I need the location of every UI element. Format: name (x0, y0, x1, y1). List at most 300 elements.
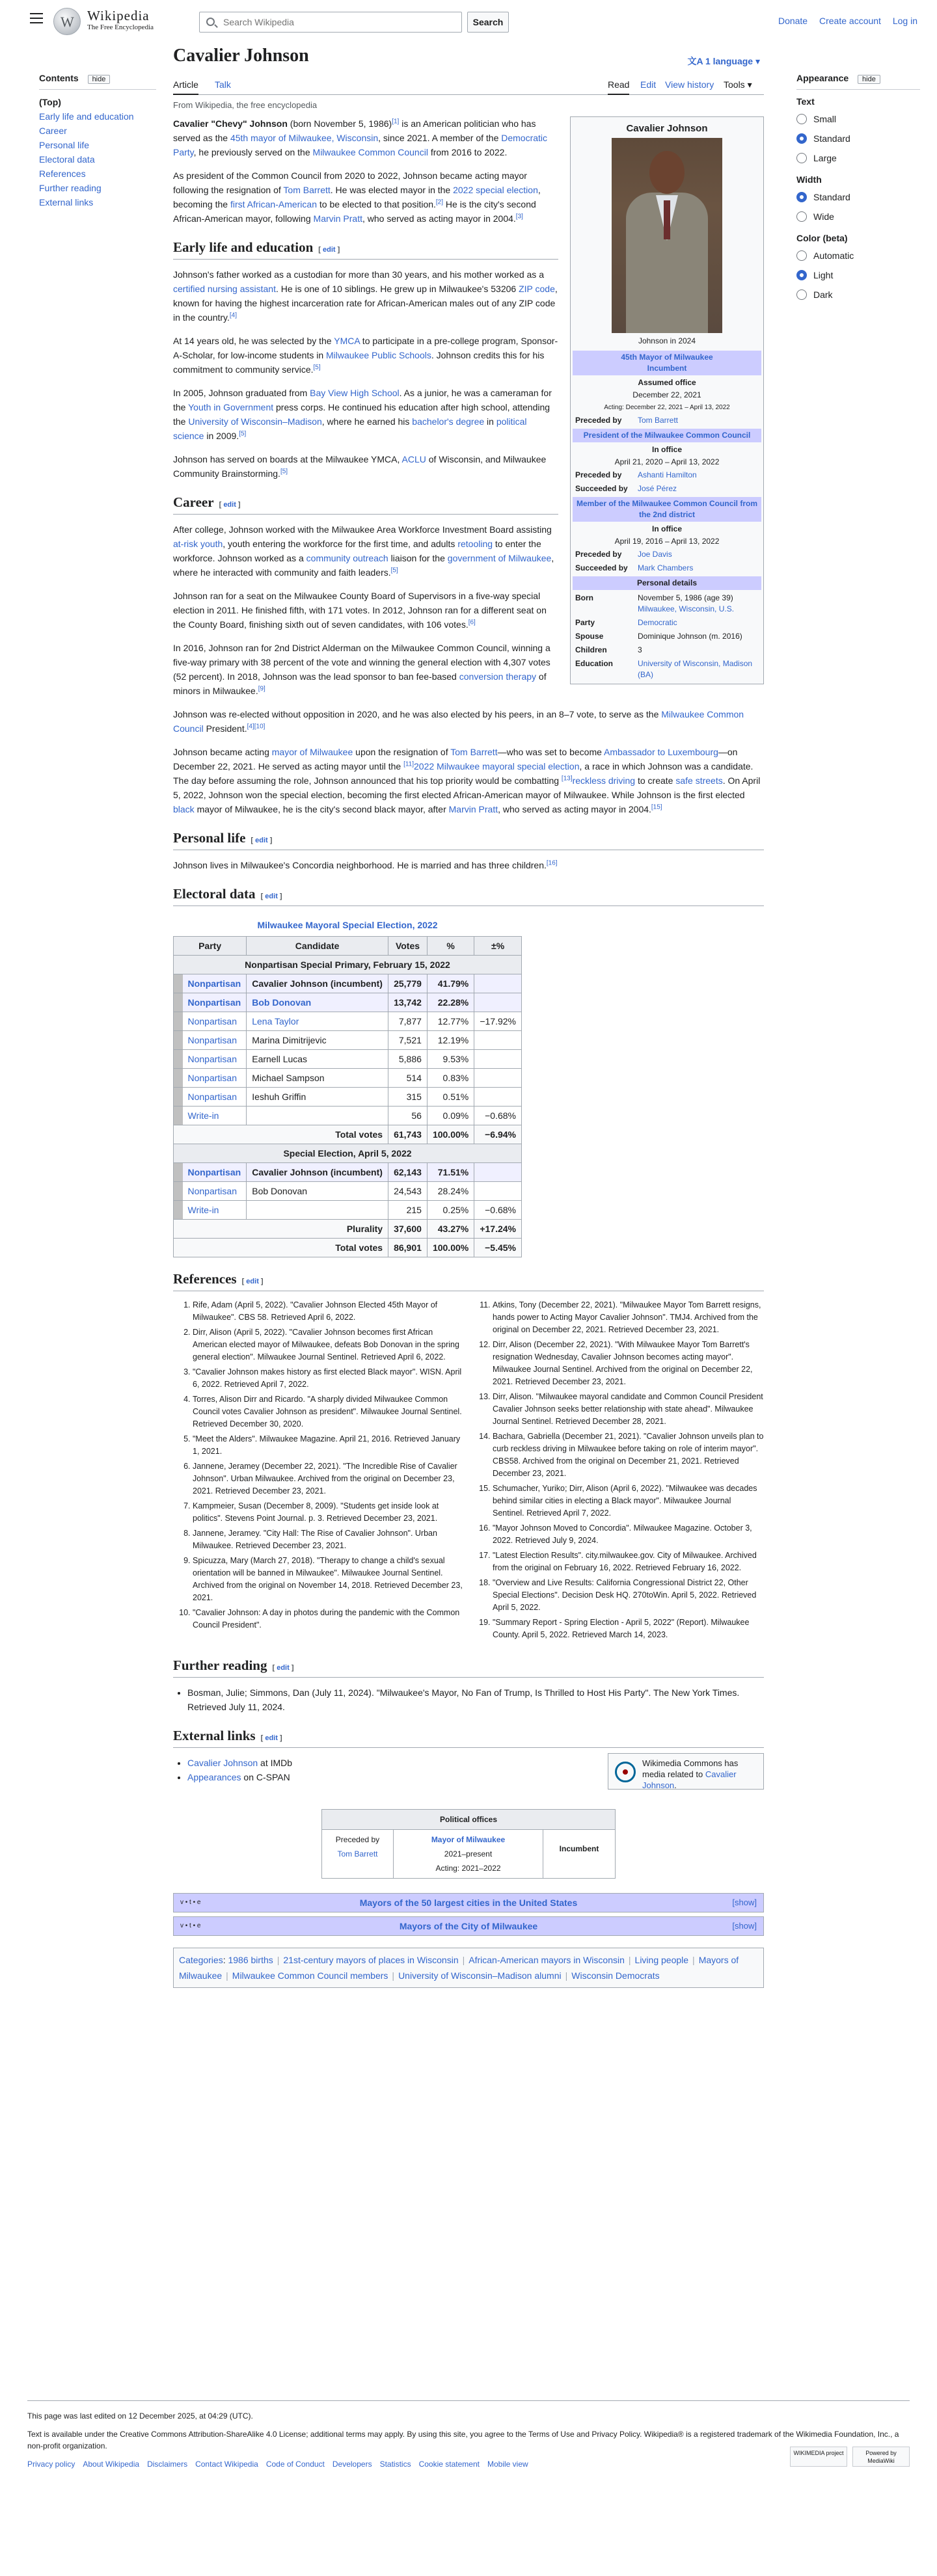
footer-link[interactable]: Mobile view (487, 2460, 528, 2469)
heading-text: Career (173, 494, 214, 510)
text: , he previously served on the (193, 147, 313, 157)
footer-links (27, 2458, 910, 2470)
party-link[interactable]: Democratic (638, 618, 677, 627)
in-office-label: In office (651, 445, 682, 454)
toc-item-top[interactable]: (Top) (39, 97, 61, 107)
link-common-council[interactable]: Milwaukee Common Council (173, 709, 744, 734)
footer-link[interactable]: Cookie statement (418, 2460, 480, 2469)
election-table-body (174, 956, 522, 1257)
percent-cell: 0.25% (427, 1201, 474, 1220)
search-box (199, 12, 462, 33)
office1-status[interactable]: Incumbent (647, 364, 687, 373)
text: upon the resignation of (353, 747, 451, 757)
citation[interactable]: [5] (239, 430, 247, 438)
footer-link[interactable]: Privacy policy (27, 2460, 75, 2469)
text: in 2009. (204, 431, 239, 441)
navbox-show-button[interactable]: [show] (732, 1898, 757, 1907)
vte-links[interactable]: v • t • e (180, 1899, 201, 1906)
create-account-link[interactable]: Create account (819, 16, 881, 26)
mediawiki-badge[interactable]: Powered by MediaWiki (852, 2447, 910, 2467)
text-size-standard-radio[interactable] (796, 129, 920, 148)
percent-cell: 9.53% (427, 1050, 474, 1069)
toc-heading (39, 73, 156, 84)
reference-item: 4. Torres, Alison Dirr and Ricardo. "A sharply divided Milwaukee Common Council votes Cavalier Johnson as president". Milwaukee Journal Sentinel. Retrieved December 30, 2020. (193, 1393, 464, 1430)
text-size-small-radio[interactable] (796, 109, 920, 129)
citation[interactable]: [2] (435, 198, 444, 206)
radio-selected-icon (796, 133, 807, 144)
col-votes: Votes (388, 937, 428, 956)
link-government-of-milwaukee[interactable]: government of Milwaukee (447, 553, 552, 563)
assumed-label: Assumed office (638, 378, 696, 387)
text: —on December 22, 2021. He served as acting mayor until the (173, 747, 738, 771)
category-separator: | (226, 1970, 228, 1981)
party-link[interactable]: Nonpartisan (183, 1031, 247, 1050)
section-row (174, 956, 522, 974)
text: in (484, 416, 496, 427)
heading-text: References (173, 1271, 237, 1287)
toc-divider (39, 89, 156, 90)
infobox-name: Cavalier Johnson (626, 123, 708, 134)
edit-section-link[interactable]: edit (255, 837, 268, 844)
text: liaison for the (388, 553, 448, 563)
plurality-row (174, 1220, 522, 1239)
text: of Wisconsin, and Milwaukee Community Brainstorming. (173, 454, 547, 479)
citation[interactable]: [5] (313, 364, 321, 371)
early-life-section (173, 267, 558, 481)
votes-cell: 5,886 (388, 1050, 428, 1069)
personal-paragraph (173, 858, 764, 872)
radio-selected-icon (796, 192, 807, 202)
category-separator: | (392, 1970, 395, 1981)
heading-early-life: Early life and education [ edit ] (173, 240, 558, 260)
reference-item: 18. "Overview and Live Results: California Congressional District 22, Other Special Elections". Decision Desk HQ. 270toWin. April 5, 2022. Retrieved April 5, 2022. (493, 1577, 764, 1614)
row-label: Children (575, 645, 607, 654)
page-title: Cavalier Johnson (173, 46, 309, 66)
row-label: Party (575, 618, 595, 627)
category-separator: | (628, 1955, 631, 1965)
link-special-election[interactable]: 2022 special election (453, 185, 538, 195)
candidate-cell[interactable]: Lena Taylor (247, 1012, 388, 1031)
text: to be elected to that position. (317, 199, 436, 209)
infobox-office2 (573, 429, 761, 442)
text: , youth entering the workforce for the first time, and adults (223, 539, 458, 549)
color-light-radio[interactable] (796, 265, 920, 285)
radio-icon (796, 153, 807, 163)
tab-edit[interactable]: Edit (640, 79, 657, 90)
radio-label: Standard (813, 192, 850, 202)
party-color-bar (174, 974, 183, 993)
heading-electoral-data: Electoral data [ edit ] (173, 887, 764, 906)
category-link[interactable]: University of Wisconsin–Madison alumni (398, 1970, 562, 1981)
party-color-bar (174, 993, 183, 1012)
photo-head (649, 151, 685, 194)
toc-item-references[interactable]: References (39, 168, 86, 179)
text: Johnson has served on boards at the Milwaukee YMCA, (173, 454, 402, 464)
link-retooling[interactable]: retooling (457, 539, 493, 549)
reference-item: 5. "Meet the Alders". Milwaukee Magazine. April 21, 2016. Retrieved January 1, 2021. (193, 1433, 464, 1458)
tab-talk[interactable]: Talk (215, 79, 231, 90)
preceded3-link[interactable]: Joe Davis (638, 550, 672, 559)
toc-item-external-links[interactable]: External links (39, 197, 94, 208)
votes-cell: 13,742 (388, 993, 428, 1012)
radio-label: Large (813, 153, 837, 163)
lead-section (173, 116, 558, 226)
link-mayor-of-milwaukee[interactable]: 45th mayor of Milwaukee, Wisconsin (230, 133, 379, 143)
succession-box (321, 1809, 616, 1879)
succeeded-row-3 (573, 561, 761, 575)
heading-text: External links (173, 1728, 256, 1743)
lead-paragraph-2 (173, 168, 558, 226)
toc-item-early-life[interactable]: Early life and education (39, 111, 134, 122)
link-african-american[interactable]: first African-American (230, 199, 317, 209)
navbox-title[interactable]: Mayors of the 50 largest cities in the United States (359, 1898, 578, 1908)
main-content (173, 42, 764, 1988)
width-standard-radio[interactable] (796, 187, 920, 207)
preceded-row-3 (573, 548, 761, 561)
link-mps[interactable]: Milwaukee Public Schools (326, 350, 431, 360)
party-link[interactable]: Nonpartisan (183, 1163, 247, 1182)
text: (born November 5, 1986) (287, 118, 392, 129)
change-cell (474, 1050, 522, 1069)
office2-link[interactable]: President of the Milwaukee Common Council (583, 431, 751, 440)
personal-tools (769, 16, 917, 26)
appearance-title: Appearance (796, 73, 849, 83)
link-ambassador[interactable]: Ambassador to Luxembourg (604, 747, 718, 757)
table-row (174, 1182, 522, 1201)
preceded-link[interactable]: Tom Barrett (337, 1849, 378, 1858)
heading-references: References [ edit ] (173, 1272, 764, 1291)
category-links: Categories: 1986 births | 21st-century mayors of places in Wisconsin | African-American mayors in Wisconsin | Living people | Mayors of Milwaukee | Milwaukee Common Council members | University of Wisconsin–Madison alumni | Wisconsin Democrats (173, 1948, 764, 1988)
text: press corps. He continued his education after high school, attending the (173, 402, 550, 427)
toc-item-further-reading[interactable]: Further reading (39, 183, 102, 193)
footer-link[interactable]: Code of Conduct (265, 2460, 325, 2469)
citation[interactable]: [15] (651, 803, 662, 811)
lead-paragraph-1 (173, 116, 558, 159)
category-link[interactable]: Wisconsin Democrats (571, 1970, 660, 1981)
born-place-link[interactable]: Milwaukee, Wisconsin, U.S. (638, 604, 735, 613)
appearance-hide-button[interactable]: hide (858, 75, 880, 84)
change-cell: −0.68% (474, 1107, 522, 1125)
link-democratic-party[interactable]: Democratic Party (173, 133, 548, 157)
table-row (174, 1031, 522, 1050)
change-cell (474, 1088, 522, 1107)
party-color-bar (174, 1031, 183, 1050)
category-link[interactable]: Mayors of Milwaukee (179, 1955, 739, 1981)
row-label: Succeeded by (575, 484, 628, 493)
link-at-risk-youth[interactable]: at-risk youth (173, 539, 223, 549)
early-paragraph-4 (173, 452, 558, 481)
edit-section-link[interactable]: edit (246, 1278, 259, 1285)
edit-section-link[interactable]: edit (277, 1664, 290, 1672)
link-common-council[interactable]: Milwaukee Common Council (312, 147, 428, 157)
candidate-cell: Cavalier Johnson (incumbent) (247, 974, 388, 993)
votes-cell: 25,779 (388, 974, 428, 993)
text: on C-SPAN (241, 1772, 290, 1782)
link-political-science[interactable]: political science (173, 416, 527, 441)
tab-article[interactable]: Article (173, 79, 198, 95)
votes-cell: 315 (388, 1088, 428, 1107)
footer-link[interactable]: About Wikipedia (83, 2460, 140, 2469)
category-link[interactable]: African-American mayors in Wisconsin (468, 1955, 625, 1965)
change-cell (474, 1069, 522, 1088)
category-link[interactable]: 21st-century mayors of places in Wisconsin (283, 1955, 459, 1965)
donate-link[interactable]: Donate (778, 16, 808, 26)
row-label: Preceded by (575, 550, 622, 559)
heading-external-links: External links [ edit ] (173, 1728, 764, 1748)
navbox-title[interactable]: Mayors of the City of Milwaukee (399, 1921, 538, 1931)
login-link[interactable]: Log in (892, 16, 917, 26)
party-row (573, 616, 761, 630)
commons-logo-icon (615, 1762, 636, 1782)
office3-link[interactable]: Member of the Milwaukee Common Council from the 2nd district (576, 499, 758, 519)
preceded2-link[interactable]: Ashanti Hamilton (638, 470, 697, 479)
toc-hide-button[interactable]: hide (88, 75, 111, 84)
color-dark-radio[interactable] (796, 285, 920, 304)
acting-note: Acting: December 22, 2021 – April 13, 2022 (604, 404, 730, 411)
candidate-cell: Marina Dimitrijevic (247, 1031, 388, 1050)
election-caption[interactable]: Milwaukee Mayoral Special Election, 2022 (257, 920, 438, 930)
party-link[interactable]: Nonpartisan (183, 1182, 247, 1201)
edit-section-link[interactable]: edit (265, 892, 278, 900)
wikipedia-wordmark[interactable]: Wikipedia (87, 8, 150, 23)
change-cell: −17.92% (474, 1012, 522, 1031)
children-row (573, 643, 761, 657)
citation[interactable]: [13] (561, 775, 573, 783)
votes-cell: 7,521 (388, 1031, 428, 1050)
external-links-section (173, 1756, 764, 1797)
spouse-row (573, 630, 761, 643)
wikipedia-globe-logo[interactable] (53, 8, 81, 35)
education-link[interactable]: University of Wisconsin, Madison (BA) (638, 659, 753, 679)
link-tom-barrett[interactable]: Tom Barrett (450, 747, 498, 757)
table-row (174, 1163, 522, 1182)
language-button[interactable]: 文A 1 language ▾ (687, 56, 760, 66)
commons-box (608, 1753, 764, 1790)
width-label: Width (796, 174, 822, 185)
radio-label: Wide (813, 211, 834, 222)
site-sub: From Wikipedia, the free encyclopedia (173, 100, 318, 110)
total-label: Total votes (174, 1239, 388, 1257)
text: He is the city's second African-American mayor, following (173, 199, 536, 224)
tab-read[interactable]: Read (608, 79, 629, 95)
tools-menu[interactable]: Tools ▾ (724, 79, 752, 90)
appearance-panel (796, 73, 920, 304)
radio-label: Light (813, 270, 834, 280)
link-marvin-pratt[interactable]: Marvin Pratt (448, 804, 498, 814)
text: . He is one of 10 siblings. He grew up in Milwaukee's 53206 (275, 284, 519, 294)
edit-section-link[interactable]: edit (223, 501, 236, 509)
reference-item: 14. Bachara, Gabriella (December 21, 2021). "Cavalier Johnson unveils plan to curb reckless driving in Milwaukee before taking on role of interim mayor". CBS58. Archived from the original on December 21, 2021. Retrieved December 23, 2021. (493, 1430, 764, 1480)
text: is an American politician who has served as the (173, 118, 536, 143)
text: Johnson was re-elected without opposition in 2020, and he was also elected by his peers, in an 8–7 vote, to serve as the (173, 709, 662, 719)
footer-link[interactable]: Disclaimers (147, 2460, 188, 2469)
party-link[interactable]: Nonpartisan (183, 993, 247, 1012)
party-link[interactable]: Nonpartisan (183, 1012, 247, 1031)
edit-section-link[interactable]: edit (265, 1734, 278, 1742)
category-link[interactable]: 1986 births (228, 1955, 273, 1965)
reference-item: 9. Spicuzza, Mary (March 27, 2018). "Therapy to change a child's sexual orientation will be banned in Milwaukee". Milwaukee Journal Sentinel. Archived from the original on November 14, 2018. Retrieved December 23, 2021. (193, 1555, 464, 1604)
link-tom-barrett[interactable]: Tom Barrett (283, 185, 331, 195)
citation[interactable]: [1] (392, 118, 400, 126)
wikipedia-tagline: The Free Encyclopedia (87, 23, 154, 31)
text: , where he earned his (321, 416, 413, 427)
categories-label[interactable]: Categories (179, 1955, 223, 1965)
office-link[interactable]: Mayor of Milwaukee (431, 1835, 506, 1844)
party-color-bar (174, 1107, 183, 1125)
heading-text: Electoral data (173, 886, 256, 902)
link-ymca[interactable]: YMCA (334, 336, 360, 346)
link-conversion-therapy[interactable]: conversion therapy (459, 671, 537, 682)
career-paragraph-5 (173, 745, 764, 816)
toc-item-career[interactable]: Career (39, 126, 67, 136)
link-black[interactable]: black (173, 804, 195, 814)
citation[interactable]: [9] (258, 685, 265, 693)
tab-view-history[interactable]: View history (665, 79, 714, 90)
writein-link[interactable]: Write-in (183, 1201, 247, 1220)
text: to create (635, 775, 676, 786)
link-2022-special-election[interactable]: 2022 Milwaukee mayoral special election (414, 761, 580, 771)
link-community-outreach[interactable]: community outreach (306, 553, 388, 563)
tools-label: Tools (724, 79, 745, 90)
link-bachelors[interactable]: bachelor's degree (412, 416, 485, 427)
text: Johnson's father worked as a custodian for more than 30 years, and his mother worked as a (173, 269, 544, 280)
link-zip-code[interactable]: ZIP code (519, 284, 555, 294)
succession-row (322, 1830, 615, 1878)
photo-tie (664, 200, 670, 239)
portrait-photo[interactable] (612, 138, 722, 333)
votes-cell: 86,901 (388, 1239, 428, 1257)
citation[interactable]: [4] (229, 312, 238, 319)
office1-link[interactable]: 45th Mayor of Milwaukee (621, 353, 713, 362)
citation[interactable]: [6] (468, 619, 476, 626)
search-input[interactable] (222, 15, 456, 29)
link-mayor-of-milwaukee[interactable]: mayor of Milwaukee (271, 747, 353, 757)
early-paragraph-1 (173, 267, 558, 325)
row-label: Spouse (575, 632, 604, 641)
further-reading-list (173, 1685, 764, 1714)
search-button[interactable]: Search (467, 12, 509, 33)
spouse-value: Dominique Johnson (m. 2016) (638, 632, 742, 641)
table-row (174, 1050, 522, 1069)
toc-item-personal-life[interactable]: Personal life (39, 140, 90, 150)
party-link[interactable]: Nonpartisan (183, 1069, 247, 1088)
candidate-cell[interactable]: Bob Donovan (247, 993, 388, 1012)
text: from 2016 to 2022. (428, 147, 508, 157)
site-header (0, 0, 937, 42)
preceded1-link[interactable]: Tom Barrett (638, 416, 679, 425)
heading-further-reading: Further reading [ edit ] (173, 1658, 764, 1678)
link-uw-madison[interactable]: University of Wisconsin–Madison (188, 416, 322, 427)
text: , who served as acting mayor in 2004. (498, 804, 651, 814)
license-text: Text is available under the Creative Commons Attribution-ShareAlike 4.0 License; additional terms may apply. By using this site, you agree to the Terms of Use and Privacy Policy. Wikipedia® is a registered trademark of the Wikimedia Foundation, Inc., a non-profit organization. (27, 2430, 899, 2450)
navbox-show-button[interactable]: [show] (732, 1921, 757, 1931)
category-separator: | (565, 1970, 568, 1981)
candidate-cell (247, 1201, 388, 1220)
footer-link[interactable]: Contact Wikipedia (195, 2460, 258, 2469)
citation[interactable]: [11] (403, 760, 414, 768)
party-link[interactable]: Nonpartisan (183, 1088, 247, 1107)
link-youth-in-government[interactable]: Youth in Government (188, 402, 274, 412)
change-cell (474, 1163, 522, 1182)
col-candidate: Candidate (247, 937, 388, 956)
imdb-link[interactable]: Cavalier Johnson (187, 1758, 258, 1768)
link-cna[interactable]: certified nursing assistant (173, 284, 276, 294)
footer-link[interactable]: Developers (332, 2460, 372, 2469)
footer-link[interactable]: Statistics (379, 2460, 411, 2469)
votes-cell: 24,543 (388, 1182, 428, 1201)
link-aclu[interactable]: ACLU (401, 454, 426, 464)
category-link[interactable]: Living people (634, 1955, 689, 1965)
radio-label: Small (813, 114, 837, 124)
party-color-bar (174, 1069, 183, 1088)
party-color-bar (174, 1050, 183, 1069)
commons-link[interactable]: Cavalier Johnson (642, 1769, 737, 1790)
table-row (174, 1069, 522, 1088)
reference-list (173, 1299, 764, 1644)
votes-cell: 61,743 (388, 1125, 428, 1144)
radio-icon (796, 114, 807, 124)
link-reckless-driving[interactable]: reckless driving (572, 775, 636, 786)
link-safe-streets[interactable]: safe streets (675, 775, 723, 786)
vte-links[interactable]: v • t • e (180, 1922, 201, 1929)
succeeded2-link[interactable]: José Pérez (638, 484, 677, 493)
writein-link[interactable]: Write-in (183, 1107, 247, 1125)
reference-item: 16. "Mayor Johnson Moved to Concordia". Milwaukee Magazine. October 3, 2022. Retrieved July 9, 2024. (493, 1522, 764, 1547)
candidate-cell: Michael Sampson (247, 1069, 388, 1088)
radio-icon (796, 289, 807, 300)
link-bay-view[interactable]: Bay View High School (310, 388, 400, 398)
change-cell (474, 974, 522, 993)
citation[interactable]: [5] (280, 468, 288, 476)
heading-text: Personal life (173, 830, 246, 846)
reference-column-1 (173, 1299, 464, 1644)
citation[interactable]: [3] (515, 213, 523, 221)
party-link[interactable]: Nonpartisan (183, 974, 247, 993)
wikimedia-badge[interactable]: WIKIMEDIA project (790, 2447, 847, 2467)
main-menu-icon[interactable] (30, 13, 43, 23)
citation[interactable]: [4][10] (247, 723, 265, 731)
text: Preceded by (335, 1835, 380, 1844)
party-link[interactable]: Nonpartisan (183, 1050, 247, 1069)
text-size-large-radio[interactable] (796, 148, 920, 168)
toc-item-electoral-data[interactable]: Electoral data (39, 154, 95, 165)
candidate-cell (247, 1107, 388, 1125)
row-label: Born (575, 593, 593, 602)
percent-cell: 41.79% (427, 974, 474, 993)
succeeded3-link[interactable]: Mark Chambers (638, 563, 694, 572)
header-row (174, 937, 522, 956)
width-wide-radio[interactable] (796, 207, 920, 226)
percent-cell: 22.28% (427, 993, 474, 1012)
appearance-divider (796, 89, 920, 90)
category-separator: | (462, 1955, 465, 1965)
change-cell: −5.45% (474, 1239, 522, 1257)
color-automatic-radio[interactable] (796, 246, 920, 265)
edit-section-link[interactable]: edit (323, 246, 336, 254)
votes-cell: 56 (388, 1107, 428, 1125)
citation[interactable]: [16] (546, 859, 558, 867)
reference-item: 6. Jannene, Jeramey (December 22, 2021). "The Incredible Rise of Cavalier Johnson". Urban Milwaukee. Archived from the original on December 23, 2021. Retrieved December 23, 2021. (193, 1460, 464, 1497)
votes-cell: 7,877 (388, 1012, 428, 1031)
link-marvin-pratt[interactable]: Marvin Pratt (313, 213, 362, 224)
percent-cell: 43.27% (427, 1220, 474, 1239)
col-party: Party (174, 937, 247, 956)
category-link[interactable]: Milwaukee Common Council members (232, 1970, 388, 1981)
citation[interactable]: [5] (390, 567, 398, 574)
cspan-link[interactable]: Appearances (187, 1772, 241, 1782)
total-row (174, 1239, 522, 1257)
total-row (174, 1125, 522, 1144)
